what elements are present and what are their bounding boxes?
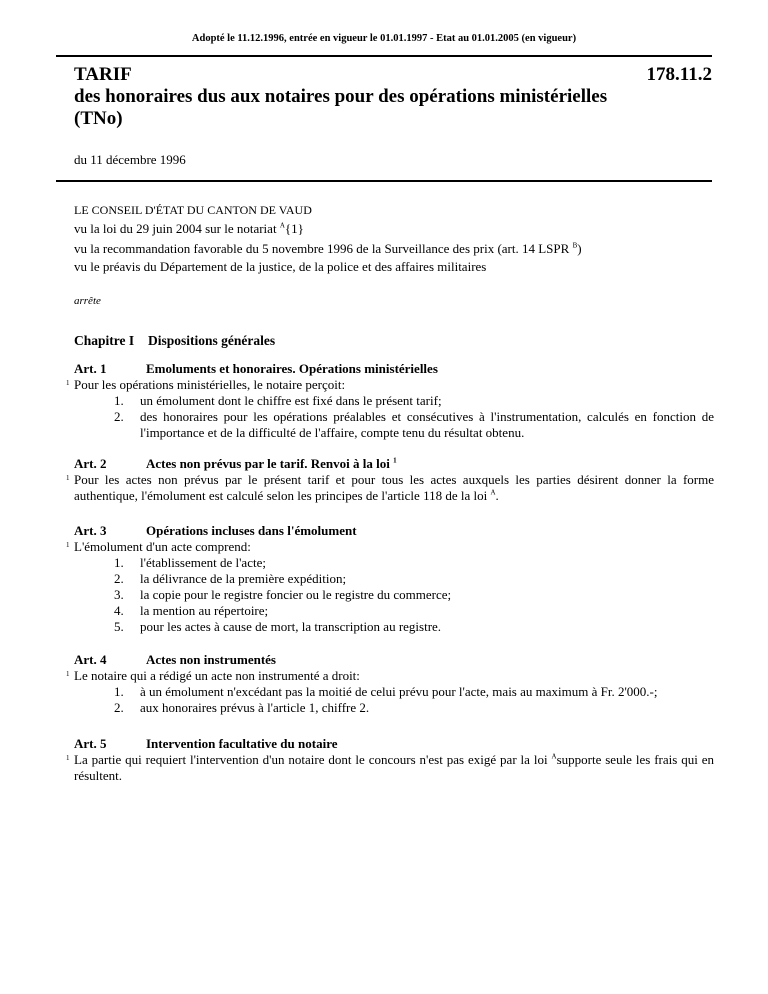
list-number: 2. [114,700,124,715]
article-2-title-text: Actes non prévus par le tarif. Renvoi à la loi [146,456,390,471]
article-1 [66,361,714,441]
list-item [74,603,714,619]
list-number: 1. [114,684,124,699]
article-5-text-end: supporte seule les frais qui en résultent. [74,752,715,783]
title-line-2: des honoraires dus aux notaires pour des opérations ministérielles [74,86,608,107]
chapter-number: Chapitre I [74,333,135,348]
authority: LE CONSEIL D'ÉTAT DU CANTON DE VAUD [74,203,312,217]
list-item [74,700,714,716]
article-4-text: Le notaire qui a rédigé un acte non instrumenté a droit: [74,668,360,683]
list-item [74,684,714,700]
article-5 [66,736,715,784]
vu-line-3: vu le préavis du Département de la justice, de la police et des affaires militaires [74,259,487,274]
list-text: aux honoraires prévus à l'article 1, chiffre 2. [140,700,370,715]
title-line-1: TARIF [74,64,132,85]
vu-2-footnote[interactable]: B [572,241,578,250]
article-5-text: La partie qui requiert l'intervention d'un notaire dont le concours n'est pas exigé par la loi [74,752,548,767]
article-5-title: Intervention facultative du notaire [146,736,338,751]
status-header: Adopté le 11.12.1996, entrée en vigueur le 01.01.1997 - Etat au 01.01.2005 (en vigueur) [191,33,577,44]
article-1-heading [74,361,714,377]
list-item [74,409,714,441]
list-number: 4. [114,603,124,618]
article-2-text: Pour les actes non prévus par le présent tarif et pour tous les actes auxquels les parties désirent donner la forme authentique, l'émolument est calculé selon les principes de l'article 118 de la loi [74,472,714,503]
article-2-paragraph [66,472,714,504]
title-block [74,64,714,130]
article-1-paragraph [66,377,714,393]
list-text: l'établissement de l'acte; [140,555,266,570]
list-text: la mention au répertoire; [140,603,269,618]
chapter-title: Dispositions générales [148,333,276,348]
article-3-title: Opérations incluses dans l'émolument [146,523,357,538]
paragraph-number: 1 [66,474,70,482]
list-number: 3. [114,587,124,602]
title-line-3: (TNo) [74,108,123,129]
list-number: 2. [114,409,124,424]
article-5-number: Art. 5 [74,736,107,751]
list-number: 5. [114,619,124,634]
list-text: un émolument dont le chiffre est fixé dans le présent tarif; [140,393,442,408]
vu-2-end: ) [577,241,582,256]
article-4-number: Art. 4 [74,652,107,667]
article-2-footnote[interactable]: A [490,488,496,497]
vu-1-text: vu la loi du 29 juin 2004 sur le notariat [74,221,277,236]
paragraph-number: 1 [66,541,70,549]
enactment-date: du 11 décembre 1996 [74,152,186,167]
article-5-footnote[interactable]: A [551,752,557,761]
article-4 [66,652,714,716]
article-4-heading [74,652,714,668]
article-2-title-footnote[interactable]: 1 [393,456,397,465]
list-item [74,587,714,603]
list-text: la copie pour le registre foncier ou le registre du commerce; [140,587,452,602]
vu-1-footnote[interactable]: A [279,221,285,230]
article-1-number: Art. 1 [74,361,107,376]
article-5-paragraph [66,752,715,784]
article-2-heading [74,456,714,472]
list-item [74,619,714,635]
paragraph-number: 1 [66,379,70,387]
list-item [74,555,714,571]
systematic-number: 178.11.2 [646,64,712,85]
list-number: 2. [114,571,124,586]
article-3-text: L'émolument d'un acte comprend: [74,539,251,554]
paragraph-number: 1 [66,670,70,678]
article-4-title: Actes non instrumentés [146,652,276,667]
vu-line-2 [74,241,582,257]
paragraph-number: 1 [66,754,70,762]
article-3-paragraph [66,539,714,555]
list-text: à un émolument n'excédant pas la moitié de celui prévu pour l'acte, mais au maximum à Fr. 2'000.-; [140,684,658,699]
list-text: pour les actes à cause de mort, la transcription au registre. [140,619,442,634]
article-4-paragraph [66,668,714,684]
top-rule [56,55,712,57]
list-number: 1. [114,393,124,408]
vu-2-text: vu la recommandation favorable du 5 novembre 1996 de la Surveillance des prix (art. 14 LSPR [74,241,570,256]
vu-1-ref[interactable]: {1} [284,221,304,236]
list-text: la délivrance de la première expédition; [140,571,347,586]
article-5-heading [74,736,714,752]
article-1-text: Pour les opérations ministérielles, le notaire perçoit: [74,377,346,392]
list-item [74,393,714,409]
chapter-heading [74,333,276,349]
article-1-title: Emoluments et honoraires. Opérations ministérielles [146,361,438,376]
article-3 [66,523,714,635]
article-3-number: Art. 3 [74,523,107,538]
article-3-heading [74,523,714,539]
article-2-title [146,456,397,472]
list-item [74,571,714,587]
arrete: arrête [74,295,101,307]
vu-line-1 [74,221,304,237]
article-2 [66,456,714,504]
article-2-number: Art. 2 [74,456,107,471]
article-2-text-end: . [495,488,499,503]
middle-rule [56,180,712,182]
list-text: des honoraires pour les opérations préalables et consécutives à l'instrumentation, calculés en fonction de l'importance et de la difficulté de l'affaire, compte tenu du résultat obtenu. [140,409,714,440]
list-number: 1. [114,555,124,570]
